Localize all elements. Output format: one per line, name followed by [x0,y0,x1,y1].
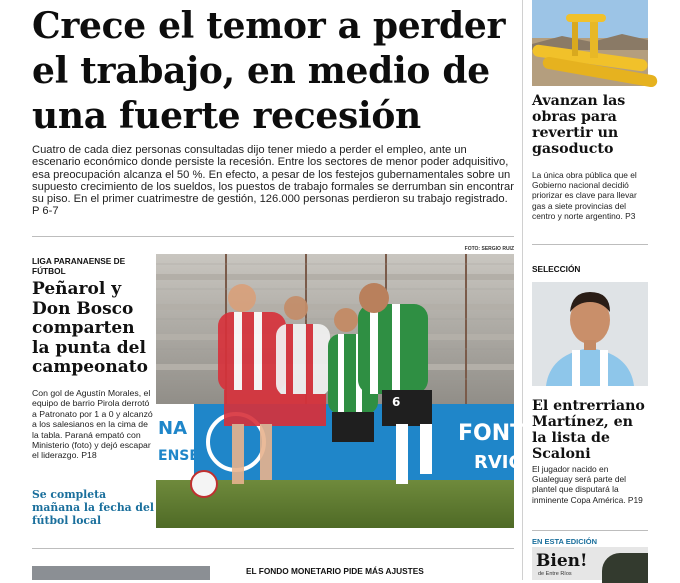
section-divider [32,548,514,549]
banner-left-2: ENSE [158,448,199,464]
gasoducto-body-text: La única obra pública que el Gobierno nacional decidió priorizar es clave para llevar gas a siete provincias del centro y norte argentino. P3 [532,170,637,221]
main-headline[interactable]: Crece el temor a perder el trabajo, en medio de una fuerte recesión [32,5,506,137]
edition-label: EN ESTA EDICIÓN [532,537,598,546]
pipeline-illustration [532,0,648,86]
football-match-photo[interactable] [156,254,541,528]
photo-credit: FOTO: SERGIO RUIZ [464,246,514,252]
section-divider [32,236,514,237]
sports-headline[interactable]: Peñarol y Don Bosco comparten la punta del campeonato [32,279,148,377]
gasoducto-headline[interactable]: Avanzan las obras para revertir un gasoducto [532,93,626,157]
sports-body-text: Con gol de Agustín Morales, el equipo de barrio Pirola derrotó a Patronato por 1 a 0 y alcanzó a los salesianos en la cima de la tabla. Paraná empató con Ministerio (foto) y dejó escapar el liderazgo. P18 [32,388,153,461]
gasoducto-photo[interactable] [532,0,648,86]
banner-text: FONTA [458,421,541,446]
main-lead-text: Cuatro de cada diez personas consultadas dijo tener miedo a perder el empleo, ante un escenario económico donde persiste la recesión. Entre los sectores de menor poder adquisitivo, esa preocupación alcanza el 50 %. En efecto, a pesar de los festejos gubernamentales sobre un supuesto crecimiento de los sueldos, los puestos de trabajo formales se derrumban sin encontrar su piso. En el primer cuatrimestre de gestión, 126.000 personas perdieron su trabajo registrado. P 6-7 [32,144,514,218]
banner-text-2: RVICI [474,452,529,473]
sidebar-divider [532,530,648,531]
supplement-logo: Bien! [536,551,588,571]
supplement-cover-image [602,553,648,583]
supplement-logo-sub: de Entre Ríos [538,571,572,577]
player-number: 6 [392,395,401,409]
edition-supplement-cover[interactable] [532,547,648,580]
bottom-kicker: EL FONDO MONETARIO PIDE MÁS AJUSTES [246,566,424,576]
football-match-illustration [156,254,541,528]
seleccion-section-label: SELECCIÓN [532,264,581,274]
player-portrait-illustration [532,282,648,386]
bottom-story-photo[interactable] [32,566,210,580]
scaloni-body-text: El jugador nacido en Gualeguay será parte del plantel que disputará la inminente Copa América. P19 [532,464,643,505]
scaloni-headline[interactable]: El entrerriano Martínez, en la lista de Scaloni [532,398,645,462]
banner-left: NA [158,418,187,439]
sports-related-link[interactable]: Se completa mañana la fecha del fútbol local [32,488,154,527]
sidebar-divider [532,244,648,245]
sports-kicker: LIGA PARANAENSE DE FÚTBOL [32,256,126,276]
player-portrait-photo[interactable] [532,282,648,386]
column-divider [522,0,523,580]
